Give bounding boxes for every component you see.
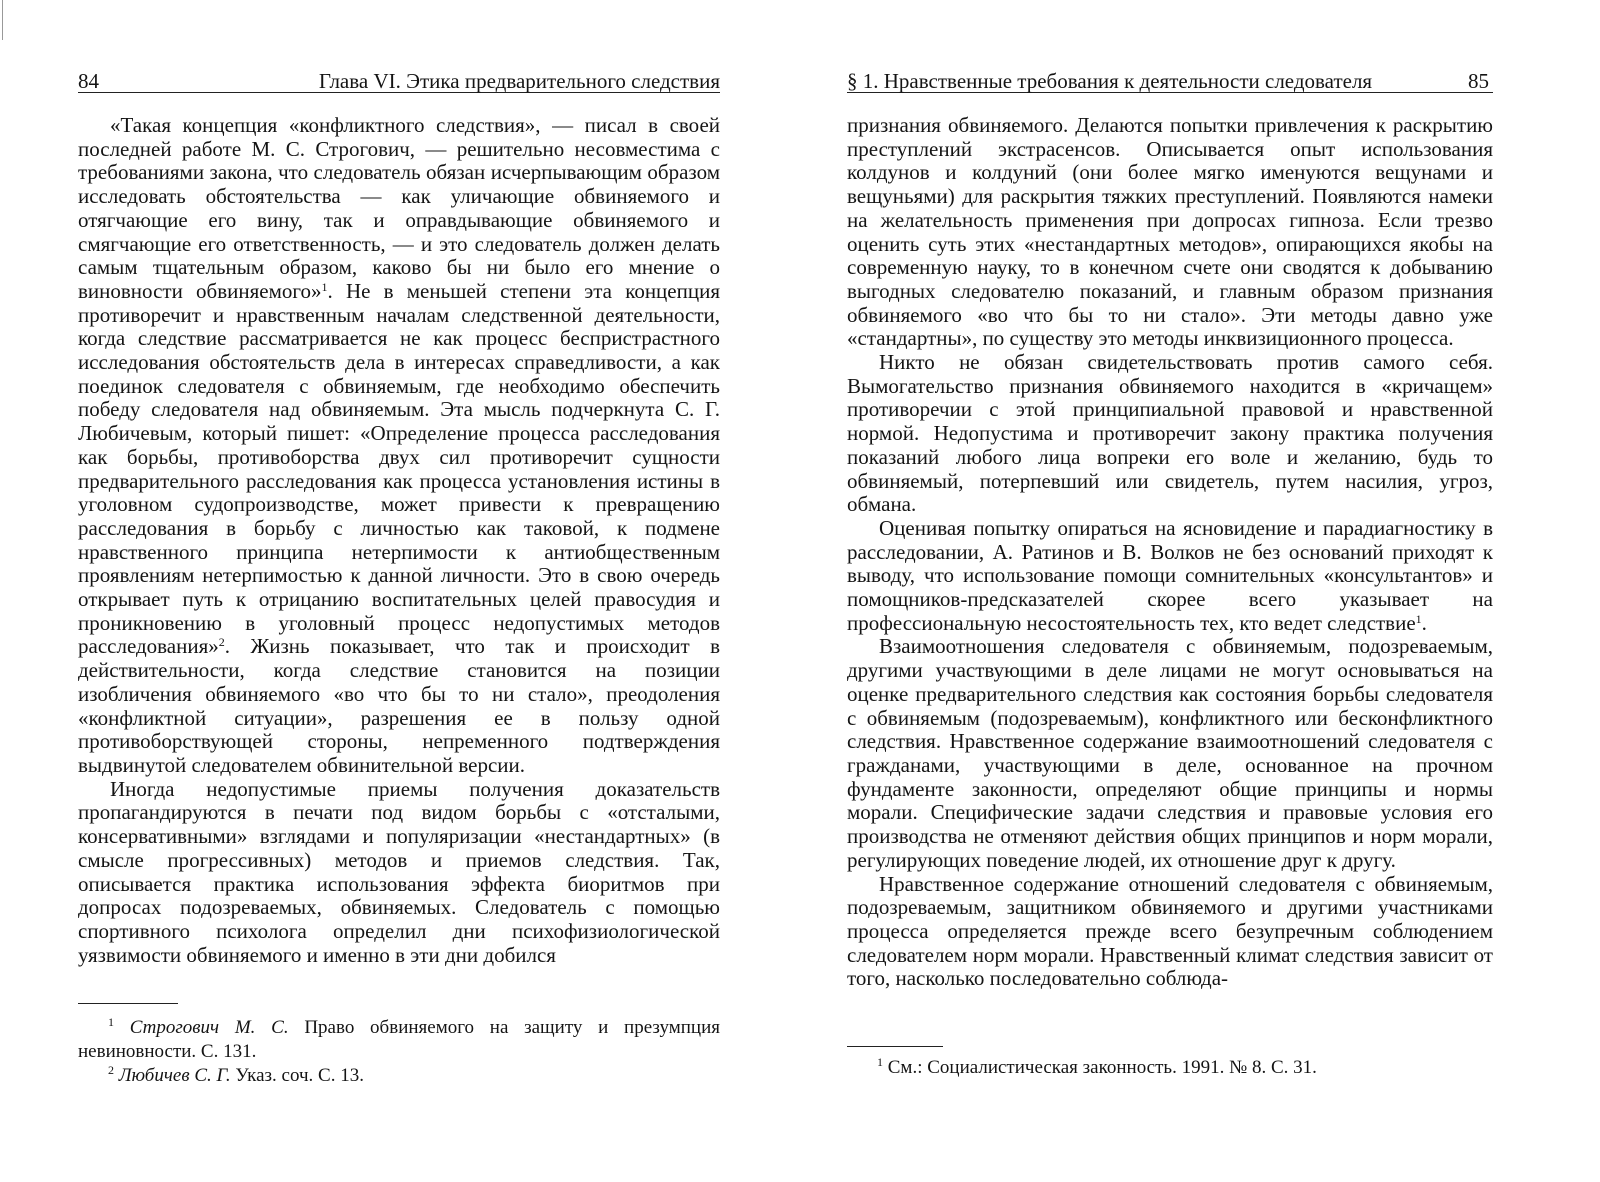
paragraph: Нравственное содержание отношений следователя с обвиняемым, подозреваемым, защитником обвиняемого и другими участниками процесса определяется прежде всего безупречным соблюдением следователем норм морали. Нравственный климат следствия зависит от того, насколько последовательно соблюда- (847, 871, 1493, 991)
paragraph: Никто не обязан свидетельствовать против самого себя. Вымогательство признания обвиняемого находится в «кричащем» противоречии с этой принципиальной правовой и нравственной нормой. Недопустима и противоречит закону практика получения показаний любого лица вопреки его воле и желанию, будь то обвиняемый, потерпевший или свидетель, путем насилия, угроз, обмана. (847, 350, 1493, 517)
footnote-ref: 1 (321, 279, 328, 294)
footnote-mark: 1 (108, 1015, 114, 1029)
footnote-ref: 1 (1415, 611, 1422, 626)
paragraph-text: Оценивая попытку опираться на ясновидение и парадиагностику в расследовании, А. Ратинов и В. Волков не без оснований приходят к выводу, что использование помощи сомнительных «консультантов» и помощников-предсказателей скорее всего указывает на профессиональную несостоятельность тех, кто ведет следствие (847, 515, 1493, 635)
paragraph-text: Не в меньшей степени эта концепция противоречит и нравственным началам следственной деятельности, когда следствие рассматривается не как процесс беспристрастного исследования обстоятельств дела в интересах справедливости, а как поединок следователя с обвиняемым, где необходимо обеспечить победу следователя над обвиняемым. Эта мысль подчеркнута С. Г. Любичевым, который пишет: «Определение процесса расследования как борьбы, противоборства двух сил противоречит сущности предварительного расследования как процесса установления истины в уголовном судопроизводстве, может привести к превращению расследования в борьбу с личностью как таковой, к подмене нравственного принципа нетерпимости к антиобщественным проявлениям нетерпимостью к данной личности. Это в свою очередь открывает путь к отрицанию воспитательных целей правосудия и проникновению в уголовный процесс недопустимых методов расследования» (78, 278, 720, 659)
paragraph: Оценивая попытку опираться на ясновидение и парадиагностику в расследовании, А. Ратинов и В. Волков не без оснований приходят к выводу, что использование помощи сомнительных «консультантов» и помощников-предсказателей скорее всего указывает на профессиональную несостоятельность тех, кто ведет следствие$^1$. (847, 515, 1493, 635)
footnotes-right (847, 1056, 1493, 1080)
right-page (847, 0, 1493, 1182)
footnote-divider (847, 1046, 943, 1047)
footnote-ref: 2 (218, 635, 225, 650)
body-text-right (847, 114, 1493, 991)
footnote-author: Любичев С. Г. (118, 1065, 231, 1086)
footnote-author: Строгович М. С. (129, 1017, 289, 1038)
left-page (78, 0, 720, 1182)
footnote-text: Указ. соч. С. 13. (230, 1065, 364, 1086)
page-number-right: 85 (1468, 69, 1489, 93)
paragraph-text: «Такая концепция «конфликтного следствия», — писал в своей последней работе М. С. Строгович, — решительно несовместима с требованиями закона, что следователь обязан исчерпывающим образом исследовать обстоятельства — как уличающие обвиняемого и отягчающие его вину, так и оправдывающие обвиняемого и смягчающие его ответственность, — и это следователь должен делать самым тщательным образом, каково бы ни было его мнение о виновности обвиняемого» (78, 113, 720, 303)
running-title-right: § 1. Нравственные требования к деятельности следователя (847, 69, 1373, 93)
paragraph: признания обвиняемого. Делаются попытки привлечения к раскрытию преступлений экстрасенсов. Описывается опыт использования колдунов и колдуний (они более мягко именуются вещунами и вещуньями) для раскрытия тяжких преступлений. Появляются намеки на желательность применения при допросах гипноза. Если трезво оценить суть этих «нестандартных методов», опирающихся якобы на современную науку, то в конечном счете они сводятся к добыванию выгодных следователю показаний, и главным образом признания обвиняемого «во что бы то ни стало». Эти методы давно уже «стандартны», по существу это методы инквизиционного процесса. (847, 113, 1493, 351)
running-title-left: Глава VI. Этика предварительного следствия (318, 69, 720, 93)
page-number-left: 84 (78, 69, 99, 93)
footnote-mark: 2 (108, 1063, 114, 1077)
footnote (78, 1016, 720, 1064)
running-head-left (78, 62, 720, 93)
footnotes-left (78, 1016, 720, 1088)
paragraph-text: Жизнь показывает, что так и происходит в действительности, когда следствие становится на позиции изобличения обвиняемого «во что бы то ни стало», преодоления «конфликтной ситуации», разрешения ее в пользу одной противоборствующей стороны, непременного подтверждения выдвинутой следователем обвинительной версии. (78, 634, 720, 777)
footnote-text: Право обвиняемого на защиту и презумпция невиновности. С. 131. (78, 1017, 720, 1062)
body-text-left (78, 114, 720, 967)
paragraph: «Такая концепция «конфликтного следствия», — писал в своей последней работе М. С. Строгович, — решительно несовместима с требованиями закона, что следователь обязан исчерпывающим образом исследовать обстоятельства — как уличающие обвиняемого и отягчающие его вину, так и оправдывающие обвиняемого и смягчающие его ответственность, — и это следователь должен делать самым тщательным образом, каково бы ни было его мнение о виновности обвиняемого»$^1$. Не в меньшей степени эта концепция противоречит и нравственным началам следственной деятельности, когда следствие рассматривается не как процесс беспристрастного исследования обстоятельств дела в интересах справедливости, а как поединок следователя с обвиняемым, где необходимо обеспечить победу следователя над обвиняемым. Эта мысль подчеркнута С. Г. Любичевым, который пишет: «Определение процесса расследования как борьбы, противоборства двух сил противоречит сущности предварительного расследования как процесса установления истины в уголовном судопроизводстве, может привести к превращению расследования в борьбу с личностью как таковой, к подмене нравственного принципа нетерпимости к антиобщественным проявлениям нетерпимостью к данной личности. Это в свою очередь открывает путь к отрицанию воспитательных целей правосудия и проникновению в уголовный процесс недопустимых методов расследования»$^2$. Жизнь показывает, что так и происходит в действительности, когда следствие становится на позиции изобличения обвиняемого «во что бы то ни стало», преодоления «конфликтной ситуации», разрешения ее в пользу одной противоборствующей стороны, непременного подтверждения выдвинутой следователем обвинительной версии. (78, 113, 720, 777)
paragraph: Иногда недопустимые приемы получения доказательств пропагандируются в печати под видом борьбы с «отсталыми, консервативными» взглядами и популяризации «нестандартных» (в смысле прогрессивных) методов и приемов следствия. Так, описывается практика использования эффекта биоритмов при допросах подозреваемых, обвиняемых. Следователь с помощью спортивного психолога определил дни психофизиологической уязвимости обвиняемого и именно в эти дни добился (78, 776, 720, 967)
footnote-mark: 1 (877, 1055, 883, 1069)
footnote (847, 1056, 1493, 1080)
paragraph: Взаимоотношения следователя с обвиняемым, подозреваемым, другими участвующими в деле лицами не могут основываться на оценке предварительного следствия как состояния борьбы следователя с обвиняемым (подозреваемым), конфликтного или бесконфликтного следствия. Нравственное содержание взаимоотношений следователя с гражданами, участвующими в деле, основанное на прочном фундаменте законности, определяют общие принципы и нормы морали. Специфические задачи следствия и правовые условия его производства не отменяют действия общих принципов и норм морали, регулирующих поведение людей, их отношение друг к другу. (847, 634, 1493, 872)
footnote (78, 1064, 720, 1088)
footnote-text: См.: Социалистическая законность. 1991. № 8. С. 31. (883, 1057, 1317, 1078)
scan-edge-mark (2, 0, 3, 40)
footnote-divider (78, 1003, 178, 1004)
running-head-right (847, 62, 1493, 93)
